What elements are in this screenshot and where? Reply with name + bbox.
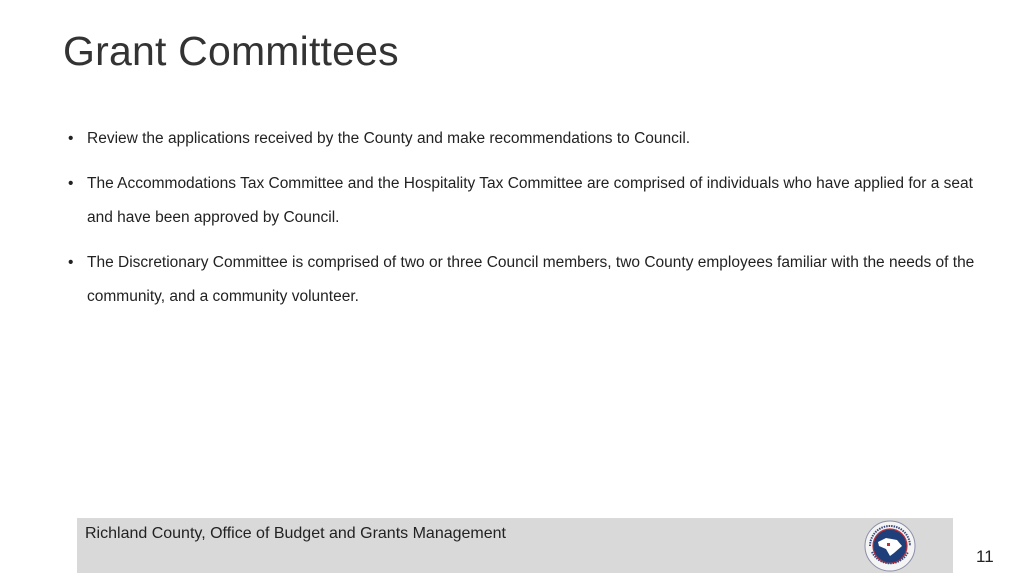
bullet-item: [68, 122, 998, 156]
bullet-icon: •: [68, 130, 74, 147]
bullet-text: Review the applications received by the County and make recommendations to Council.: [87, 130, 691, 147]
bullet-list: [68, 122, 998, 325]
bullet-item: [68, 167, 998, 235]
footer-bar: [77, 518, 953, 573]
bullet-icon: •: [68, 254, 74, 271]
page-number: 11: [976, 547, 994, 566]
county-seal-logo: [864, 520, 916, 572]
bullet-item: [68, 246, 998, 314]
bullet-icon: •: [68, 175, 74, 192]
bullet-text: The Discretionary Committee is comprised of two or three Council members, two County employees familiar with the needs of the community, and a community volunteer.: [87, 254, 975, 305]
footer-text: Richland County, Office of Budget and Grants Management: [85, 525, 506, 542]
slide-title: Grant Committees: [63, 28, 399, 74]
bullet-text: The Accommodations Tax Committee and the Hospitality Tax Committee are comprised of individuals who have applied for a seat and have been approved by Council.: [87, 175, 973, 226]
